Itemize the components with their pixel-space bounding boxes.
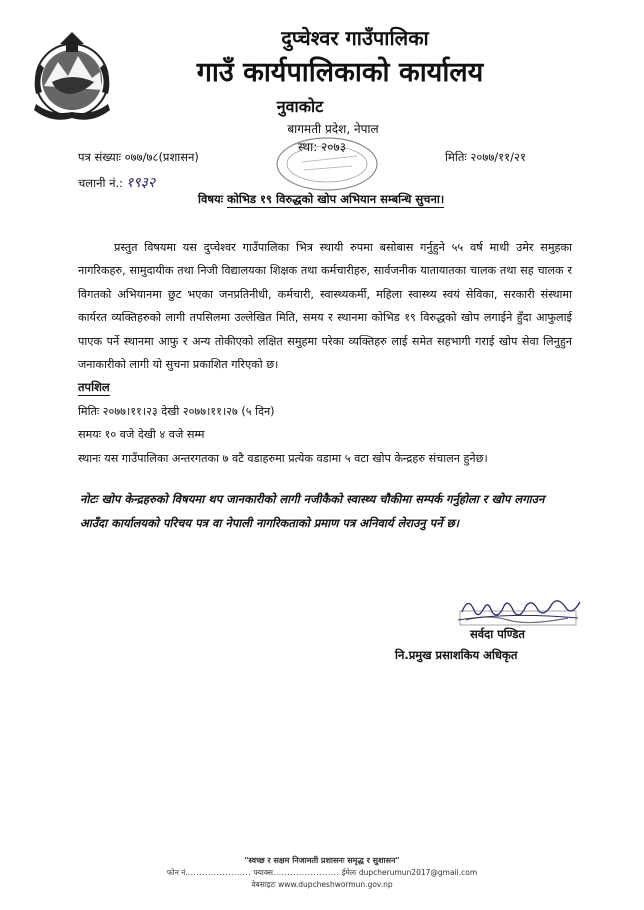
subject-text: कोभिड १९ विरुद्धको खोप अभियान सम्बन्धि सुचना। [227,192,445,206]
subject-label: विषयः [198,192,224,206]
nepal-emblem-icon [22,28,122,128]
dispatch-value: १९३२ [126,175,156,191]
schedule-place: स्थानः यस गाउँपालिका अन्तरगतका ७ वटै वडाहरुमा प्रत्येक वडामा ५ वटा खोप केन्द्रहरु संचालन हुनेछ। [78,452,488,465]
office-stamp-icon [262,126,392,194]
notice-body: प्रस्तुत विषयमा यस दुप्चेश्वर गाउँपालिका भित्र स्थायी रुपमा बसोबास गर्नुहुने ५५ वर्ष माथी उमेर समुहका नागरिकहरु, सामुदायीक तथा निजी विद्यालयका शिक्षक तथा कर्मचारीहरु, सार्वजनीक यातायातका चालक तथा सह चालक र विगतको अभियानमा छुट भएका जनप्रतिनीधी, कर्मचारी, स्वास्थ्यकर्मी, महिला स्वास्थ्य स्वयं सेविका, सरकारी संस्थामा कार्यरत व्यक्तिहरुको लागी तपसिलमा उल्लेखित मिति, समय र स्थानमा कोभिड १९ विरुद्धको खोप लगाईने हुँदा आफुलाई पाएक पर्ने स्थानमा आफु र अन्य तोकीएको लक्षित समुहमा परेका व्यक्तिहरु लाई समेत सहभागी गराई खोप सेवा लिनुहुन जनाकारीको लागी यो सुचना प्रकाशित गरिएको छ। [78,241,572,372]
phone-label: फोन नं. [166,868,188,877]
date-label: मितिः [445,150,467,164]
schedule-heading: तपशिल [78,380,110,394]
schedule-time: समयः १० वजे देखी ४ वजे सम्म [78,428,205,441]
email-label: ईमेलः [341,868,357,877]
reference-label: पत्र संख्याः [78,150,122,164]
province-line: बागमती प्रदेश, नेपाल [287,122,379,136]
notice-note: नोटः खोप केन्द्रहरुको विषयमा थप जानकारीको लागी नजीकैको स्वास्थ्य चौकीमा सम्पर्क गर्नुहोला र खोप लगाउन आउँदा कार्यालयको परिचय पत्र वा नेपाली नागरिकताको प्रमाण पत्र अनिवार्य लेराउनु पर्ने छ। [80,492,545,530]
footer-website [0,880,644,890]
reference-value: ०७७/७८(प्रशासन) [124,150,199,164]
footer-contact: फोन नं....................... फ्याक्स....................... ईमेलः dupcherumun2017@gmail.com [166,868,478,877]
established-line: स्था: २०७३ [297,140,347,154]
web-link[interactable]: www.dupcheshwormun.gov.np [278,880,393,889]
email-value[interactable]: dupcherumun2017@gmail.com [358,868,478,877]
dispatch-label: चलानी नं.: [78,176,124,190]
footer-motto: "स्वच्छ र सक्षम निजामती प्रशासनः समृद्ध र सुशासन" [244,856,400,865]
web-label: वेबसाइटः [251,880,276,889]
signatory-name: सर्वदा पण्डित [470,627,525,641]
municipality-name: दुप्चेश्वर गाउँपालिका [281,26,429,50]
signatory-designation: नि.प्रमुख प्रसाशकिय अधिकृत [395,648,518,662]
office-name: गाउँ कार्यपालिकाको कार्यालय [196,57,484,88]
letter-date [445,150,526,165]
subject-line [198,192,468,207]
district-name: नुवाकोट [276,97,324,116]
date-stamp-icon [458,608,578,628]
reference-number [78,150,199,165]
date-value: २०७७/११/२१ [470,150,526,164]
schedule-date: मितिः २०७७।११।२३ देखी २०७७।११।२७ (५ दिन) [78,405,275,418]
dispatch-number [78,173,155,192]
fax-label: फ्याक्स [253,868,273,877]
